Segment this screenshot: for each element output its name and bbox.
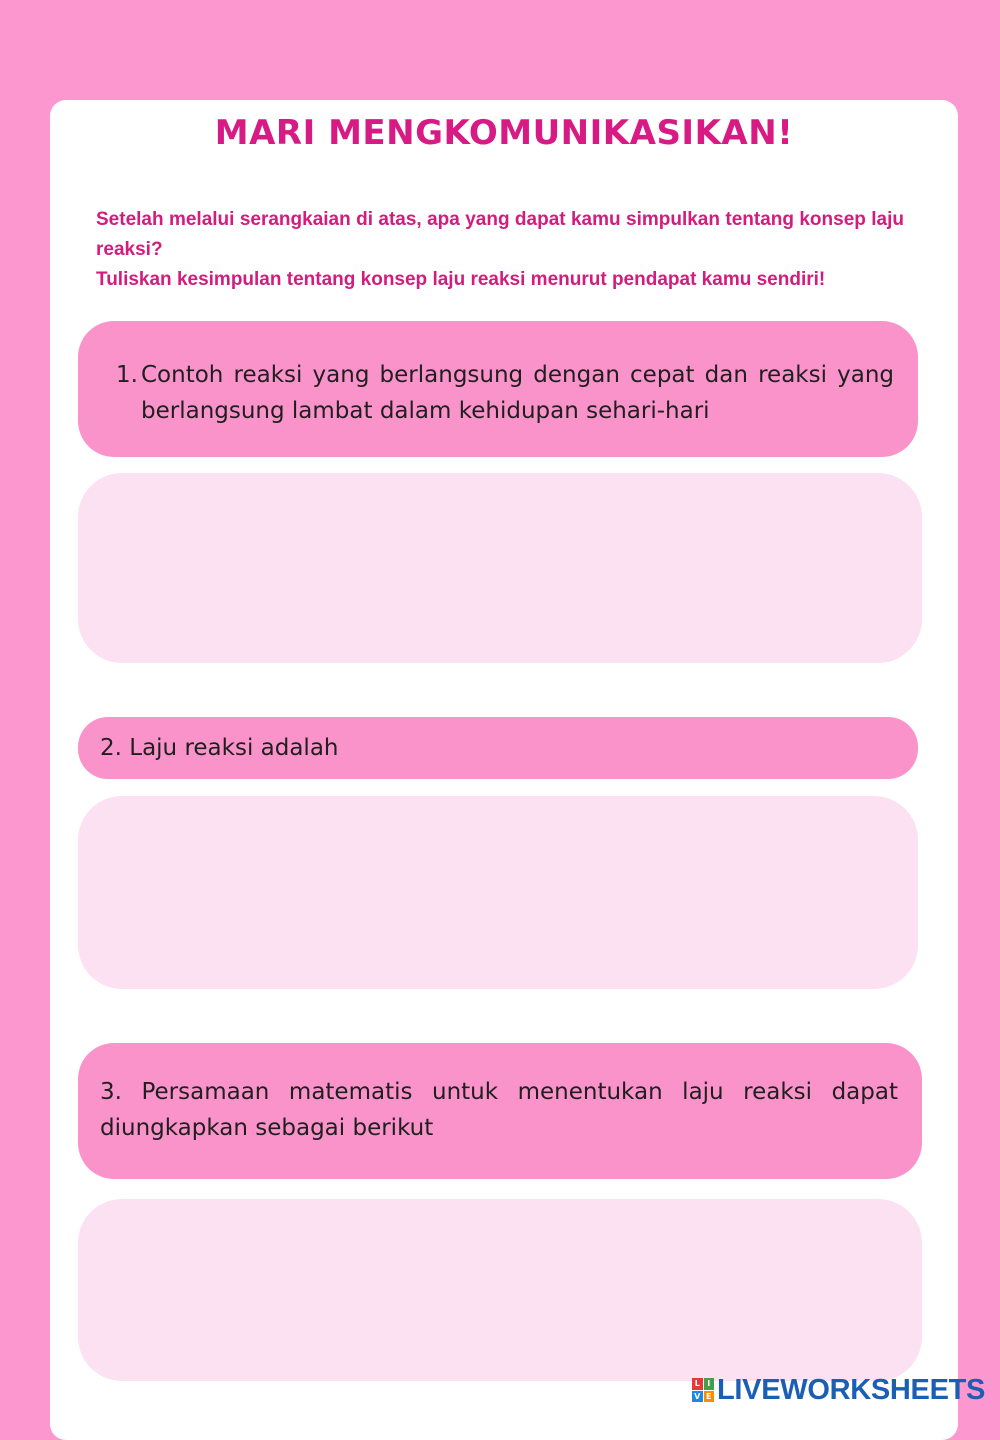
question-3-box [78,1043,922,1179]
liveworksheets-brand-text: LIVEWORKSHEETS [717,1373,986,1406]
question-1-number: 1. [116,362,138,388]
liveworksheets-logo-icon: L I V E [692,1378,714,1402]
question-3-text: 3. Persamaan matematis untuk menentukan laju reaksi dapat diungkapkan sebagai berikut [100,1079,898,1141]
question-1-box [78,321,918,457]
instructions [96,205,904,295]
liveworksheets-watermark [692,1372,985,1408]
question-2-box [78,717,918,779]
instruction-task: Tuliskan kesimpulan tentang konsep laju reaksi menurut pendapat kamu sendiri! [96,269,826,290]
worksheet-title: MARI MENGKOMUNIKASIKAN! [214,113,794,153]
question-2-text: 2. Laju reaksi adalah [100,735,339,761]
question-1-text: Contoh reaksi yang berlangsung dengan cepat dan reaksi yang berlangsung lambat dalam kehidupan sehari-hari [141,362,894,424]
instruction-question: Setelah melalui serangkaian di atas, apa yang dapat kamu simpulkan tentang konsep laju reaksi? [96,209,904,260]
answer-3-field[interactable] [78,1199,922,1381]
answer-1-field[interactable] [78,473,922,663]
answer-2-field[interactable] [78,796,918,989]
